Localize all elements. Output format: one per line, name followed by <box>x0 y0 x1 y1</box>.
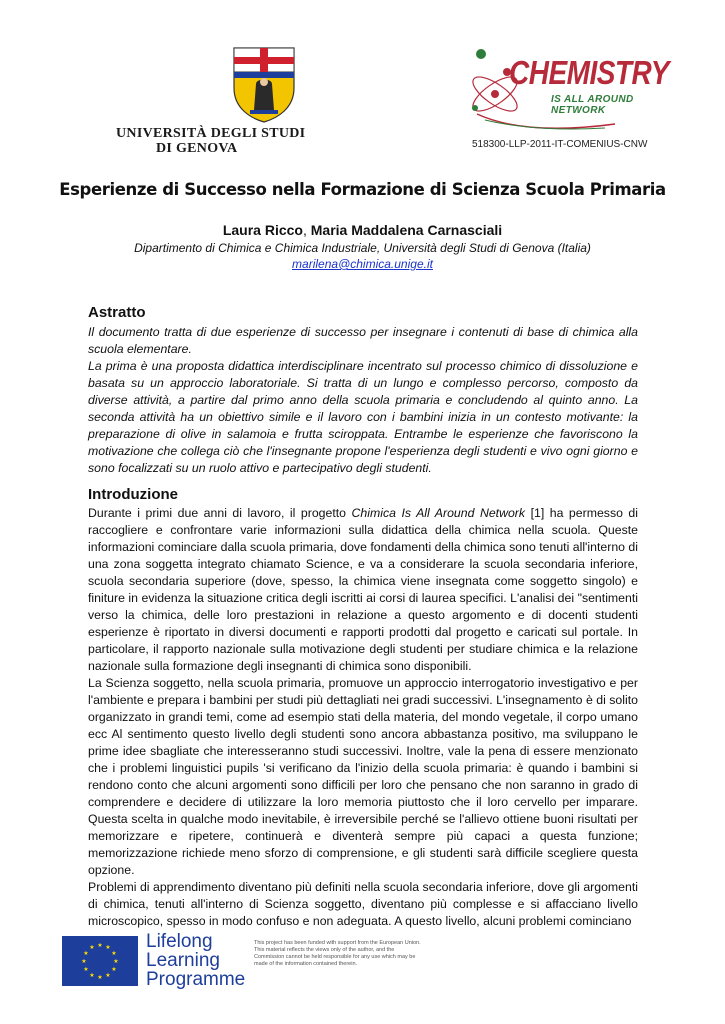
chemistry-network-logo <box>465 44 669 136</box>
university-logo <box>86 44 306 158</box>
project-name-emphasis: Chimica Is All Around Network <box>351 506 526 520</box>
author-email-link[interactable]: marilena@chimica.unige.it <box>292 257 433 271</box>
svg-text:★: ★ <box>97 942 103 949</box>
introduction-paragraph: Problemi di apprendimento diventano più definiti nella scuola secondaria inferiore, dove gli argomenti di chimica, tenuti all'interno di Scienza soggetto, diventano più complesse e si affacciano livello microscopico, spesso in modo confuso e non adeguata. A questo livello, alcuni problemi cominciano <box>88 880 638 928</box>
llp-line: Learning <box>146 950 220 971</box>
svg-text:★: ★ <box>113 958 119 965</box>
affiliation: Dipartimento di Chimica e Chimica Industriale, Università degli Studi di Genova (Italia) <box>134 241 591 255</box>
svg-text:★: ★ <box>105 944 111 951</box>
chemistry-logo-subtitle: IS ALL AROUND NETWORK <box>551 94 634 116</box>
svg-text:★: ★ <box>111 950 117 957</box>
svg-text:★: ★ <box>83 966 89 973</box>
svg-text:★: ★ <box>89 972 95 979</box>
author-list <box>0 222 725 238</box>
introduction-body <box>88 505 638 930</box>
introduction-heading: Introduzione <box>88 486 178 503</box>
university-name-line2: DI GENOVA <box>156 141 238 156</box>
svg-text:★: ★ <box>89 944 95 951</box>
abstract-heading: Astratto <box>88 304 146 321</box>
llp-line: Lifelong <box>146 931 213 952</box>
text-run: [1] ha permesso di raccogliere e confrontare varie informazioni sulla didattica della chimica nella scuola. Queste informazioni cominciare dalla scuola primaria, dove fondamenti della chimica sono tenuti all'interno di una zona soggetta integrato chiamato Science, e va a considerare la scuola secondaria inferiore, scuola secondaria superiore (dove, spesso, la chimica viene insegnata come soggetto singolo) e finiture in evidenza la situazione critica degli iscritti ai corsi di laurea specifici. L'analisi dei "sentimenti verso la chimica, delle loro prestazioni in relazione a questo argomento e di docenti studenti esperienze è riportato in diversi documenti e rapporti prodotti dal progetto e caricati sul portale. In particolare, il rapporto nazionale sulla motivazione degli studenti per studiare chimica e la relazione nazionale sulla formazione degli insegnanti di chimica sono disponibili. <box>88 506 639 673</box>
svg-text:★: ★ <box>105 972 111 979</box>
chemistry-logo-title: CHEMISTRY <box>509 54 669 92</box>
paper-title: Esperienze di Successo nella Formazione di Scienza Scuola Primaria <box>59 180 666 199</box>
project-code: 518300-LLP-2011-IT-COMENIUS-CNW <box>472 139 648 150</box>
llp-programme-name <box>146 932 245 989</box>
university-shield-icon <box>230 44 298 124</box>
abstract-paragraph: La prima è una proposta didattica interdisciplinare incentrato sul processo chimico di dissoluzione e basata su un approccio laboratoriale. Si tratta di un lungo e complesso percorso, composto da diverse attività, a partire dal primo anno della scuola primaria e concludendo al quinto anno. La seconda attività ha un obiettivo simile e il lavoro con i bambini inizia in un contesto motivante: la preparazione di olive in salamoia e frutta sciroppata. Entrambe le esperienze che favoriscono la motivazione che collega ciò che l'insegnante propone l'esperienza degli studenti e vivo ogni giorno e sono focalizzati su un ruolo attivo e partecipativo degli studenti. <box>88 359 638 475</box>
eu-flag-icon <box>62 936 138 986</box>
llp-line: Programme <box>146 969 246 990</box>
author-name: Laura Ricco <box>222 222 303 238</box>
author-separator: , <box>302 222 311 238</box>
author-name: Maria Maddalena Carnasciali <box>310 222 503 238</box>
introduction-paragraph <box>88 505 638 675</box>
introduction-paragraph: La Scienza soggetto, nella scuola primaria, promuove un approccio interrogatorio investigativo e per l'ambiente e prepara i bambini per studi più dettagliati nei gradi successivi. L'insegnamento è di solito organizzato in grandi temi, come ad esempio stati della materia, del mondo vegetale, il corpo umano ecc Al sentimento questo livello degli studenti sono ancora abbastanza positivo, ma sviluppano le prime idee sbagliate che interesseranno studi successivi. Inoltre, vale la pena di essere menzionato che i problemi linguistici pupils 'si verificano da l'inizio della scuola primaria: è quando i bambini si rendono conto che alcuni argomenti sono difficili per loro che pensano che non saranno in grado di comprendere e decidere di utilizzare la loro memoria piuttosto che il loro cervello per imparare. Questa scelta in qualche modo inevitabile, è irreversibile perché se l'allievo ottiene buoni risultati per memorizzare e ripetere, continuerà e diventerà sempre più capaci a questa funzione; memorizzazione richiede meno sforzo di comprensione, e gli studenti sarà difficile scegliere questa opzione. <box>88 676 638 877</box>
svg-text:★: ★ <box>97 974 103 981</box>
svg-text:★: ★ <box>83 950 89 957</box>
svg-text:★: ★ <box>111 966 117 973</box>
abstract-paragraph: Il documento tratta di due esperienze di successo per insegnare i contenuti di base di chimica alla scuola elementare. <box>88 325 638 356</box>
abstract-body <box>88 324 638 477</box>
svg-text:★: ★ <box>81 958 87 965</box>
text-run: Durante i primi due anni di lavoro, il progetto <box>88 506 352 520</box>
university-name-line1: UNIVERSITÀ DEGLI STUDI <box>116 126 306 141</box>
funding-disclaimer: This project has been funded with support from the European Union. This material reflects the views only of the author, and the Commission cannot be held responsible for any use which may be made of the information contained therein. <box>254 940 421 967</box>
